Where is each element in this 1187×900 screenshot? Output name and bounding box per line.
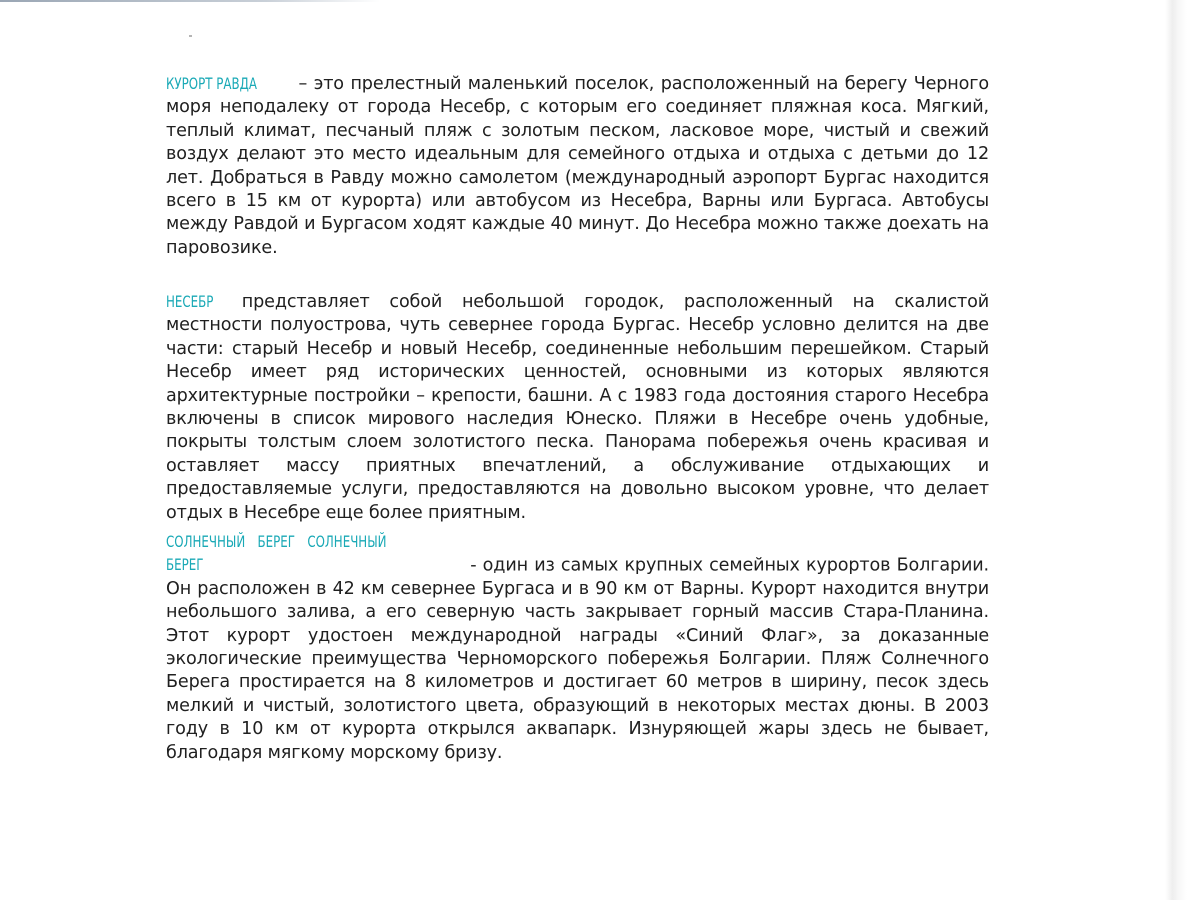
scan-speck	[189, 35, 192, 37]
article-text-sunny-beach: - один из самых крупных семейных курортов Болгарии. Он расположен в 42 км севернее Бургаса и в 90 км от Варны. Курорт находится внутри небольшого залива, а его северную часть закрывает горный массив Стара-Планина. Этот курорт удостоен международной награды «Синий Флаг», за доказанные экологические преимущества Черноморского побережья Болгарии. Пляж Солнечного Берега простирается на 8 километров и достигает 60 метров в ширину, песок здесь мелкий и чистый, золотистого цвета, образующий в некоторых местах дюны. В 2003 году в 10 км от курорта открылся аквапарк. Изнуряющей жары здесь не бывает, благодаря мягкому морскому бризу.	[166, 555, 989, 763]
article-ravda	[166, 72, 989, 260]
scan-edge-right	[1165, 0, 1187, 900]
article-text-nessebar: представляет собой небольшой городок, расположенный на скалистой местности полуострова, чуть севернее города Бургас. Несебр условно делится на две части: старый Несебр и новый Несебр, соединенные небольшим перешейком. Старый Несебр имеет ряд исторических ценностей, основными из которых являются архитектурные постройки – крепости, башни. А с 1983 года достояния старого Несебра включены в список мирового наследия Юнеско. Пляжи в Несебре очень удобные, покрыты толстым слоем золотистого песка. Панорама побережья очень красивая и оставляет массу приятных впечатлений, а обслуживание отдыхающих и предоставляемые услуги, предоставляются на довольно высоком уровне, что делает отдых в Несебре еще более приятным.	[166, 292, 989, 523]
article-sunny-beach	[166, 530, 989, 765]
article-heading-nessebar: НЕСЕБР	[166, 292, 214, 311]
article-nessebar	[166, 290, 989, 525]
scan-edge-top	[0, 0, 380, 2]
article-text-ravda: – это прелестный маленький поселок, расположенный на берегу Черного моря неподалеку от города Несебр, с которым его соединяет пляжная коса. Мягкий, теплый климат, песчаный пляж с золотым песком, ласковое море, чистый и свежий воздух делают это место идеальным для семейного отдыха и отдыха с детьми до 12 лет. Добраться в Равду можно самолетом (международный аэропорт Бургас находится всего в 15 км от курорта) или автобусом из Несебра, Варны или Бургаса. Автобусы между Равдой и Бургасом ходят каждые 40 минут. До Несебра можно также доехать на паровозике.	[166, 74, 989, 258]
article-heading-sunny-beach: СОЛНЕЧНЫЙ БЕРЕГ СОЛНЕЧНЫЙ БЕРЕГ	[166, 532, 387, 575]
article-heading-ravda: КУРОРТ РАВДА	[166, 74, 257, 93]
